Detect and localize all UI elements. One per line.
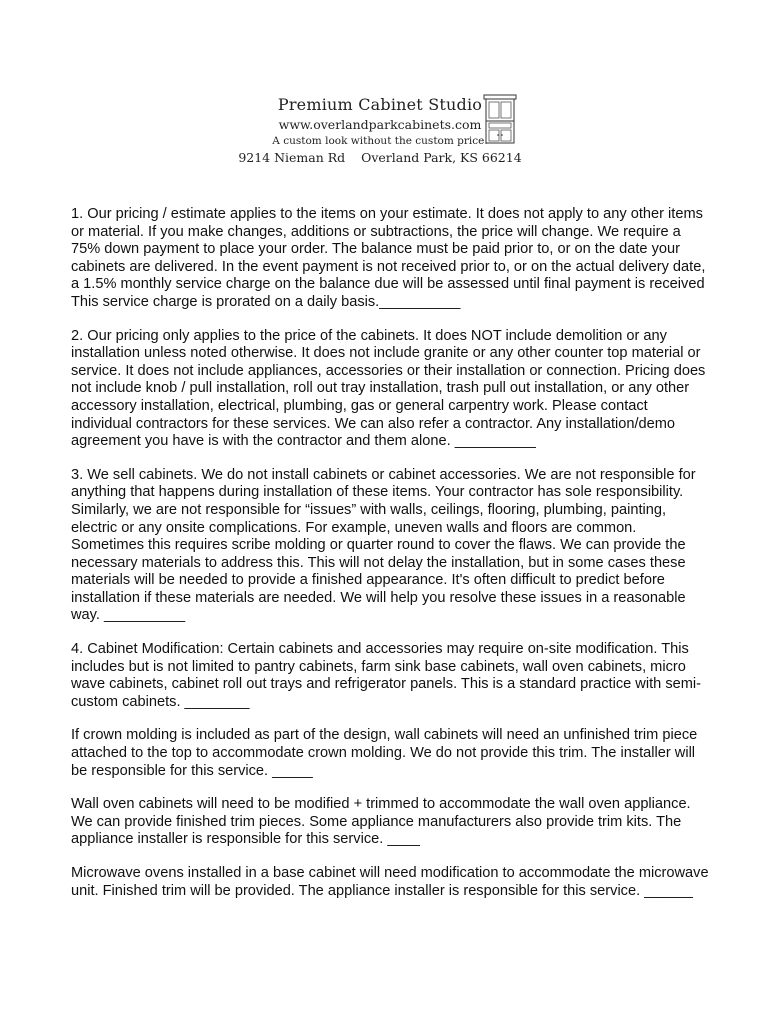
terms-body — [71, 206, 711, 916]
term-2-scope: 2. Our pricing only applies to the price of the cabinets. It does NOT include demolition or any installation unless noted otherwise. It does not include granite or any other counter top material or service. It does not include appliances, accessories or their installation or connection. Pricing does not include knob / pull installation, roll out tray installation, trash pull out installation, or any other accessory installation, electrical, plumbing, gas or general carpentry work. Please contact individual contractors for these services. We can also refer a contractor. Any installation/demo agreement you have is with the contractor and them alone. __________ — [71, 327, 706, 450]
wall-oven-note: Wall oven cabinets will need to be modified + trimmed to accommodate the wall oven appliance. We can provide finished trim pieces. Some appliance manufacturers also provide trim kits. The appliance installer is responsible for this service. ____ — [71, 796, 691, 848]
microwave-note: Microwave ovens installed in a base cabinet will need modification to accommodate the microwave unit. Finished trim will be provided. The appliance installer is responsible for this service. ______ — [71, 865, 709, 899]
crown-molding-note: If crown molding is included as part of the design, wall cabinets will need an unfinished trim piece attached to the top to accommodate crown molding. We do not provide this trim. The installer will be responsible for this service. _____ — [71, 727, 698, 779]
company-website: www.overlandparkcabinets.com — [278, 117, 482, 132]
term-3-installation: 3. We sell cabinets. We do not install cabinets or cabinet accessories. We are not responsible for anything that happens during installation of these items. Your contractor has sole responsibility. Similarly, we are not responsible for “issues” with walls, ceilings, flooring, plumbing, painting, electric or any onsite complications. For example, uneven walls and floors are common. Sometimes this requires scribe molding or quarter round to cover the flaws. We can provide the necessary materials to address this. This will not delay the installation, but in some cases these materials will be needed to provide a finished appearance. It's often difficult to predict before installation if these materials are needed. We will help you resolve these issues in a reasonable way. __________ — [71, 466, 696, 624]
term-4-modification: 4. Cabinet Modification: Certain cabinets and accessories may require on-site modification. This includes but is not limited to pantry cabinets, farm sink base cabinets, wall oven cabinets, micro wave cabinets, cabinet roll out trays and refrigerator panels. This is a standard practice with semi-custom cabinets. ________ — [71, 641, 701, 710]
company-name: Premium Cabinet Studio — [277, 95, 483, 114]
company-address: 9214 Nieman Rd Overland Park, KS 66214 — [238, 150, 522, 165]
term-1-pricing: 1. Our pricing / estimate applies to the items on your estimate. It does not apply to any other items or material. If you make changes, additions or subtractions, the price will change. We require a 75% down payment to place your order. The balance must be paid prior to, or on the date your cabinets are delivered. In the event payment is not received prior to, or on the actual delivery date, a 1.5% monthly service charge on the balance due will be assessed until final payment is received This service charge is prorated on a daily basis.__________ — [71, 206, 706, 310]
letterhead — [150, 94, 610, 168]
company-tagline: A custom look without the custom price. — [272, 135, 488, 147]
cabinet-logo-icon — [483, 94, 517, 144]
